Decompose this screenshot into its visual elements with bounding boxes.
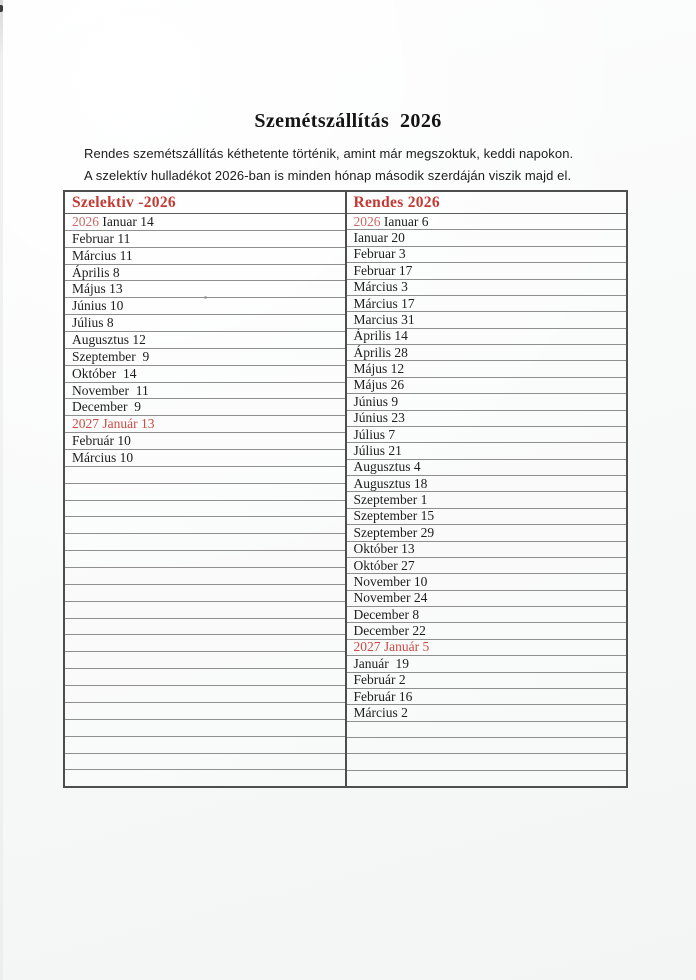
intro-line-2: A szelektív hulladékot 2026-ban is minden hónap második szerdáján viszik majd el. xyxy=(84,168,572,183)
date-text: Ianuar 14 xyxy=(102,214,154,229)
date-text: Szeptember 1 xyxy=(353,492,428,508)
table-row xyxy=(347,673,627,689)
table-row-empty xyxy=(65,754,345,771)
table-row-empty xyxy=(65,602,345,619)
date-text: December 8 xyxy=(353,607,420,622)
table-row-empty xyxy=(65,501,345,518)
date-text: Április 14 xyxy=(353,328,408,344)
date-text: Június 23 xyxy=(353,410,405,426)
date-text: Március 10 xyxy=(72,450,134,465)
date-text: Februar 11 xyxy=(72,230,131,246)
table-row xyxy=(347,689,627,705)
date-text: Február 10 xyxy=(72,433,131,449)
table-row-empty xyxy=(65,669,345,686)
intro-line-1: Rendes szemétszállítás kéthetente történik, amint már megszoktuk, keddi napokon. xyxy=(84,146,574,161)
table-row-empty xyxy=(347,722,627,738)
table-row-empty xyxy=(65,585,345,602)
table-row-empty xyxy=(65,517,345,534)
table-row xyxy=(347,361,627,377)
date-text: Februar 17 xyxy=(353,263,413,278)
scan-artifact-corner xyxy=(0,5,3,12)
document-title: Szemétszállítás 2026 xyxy=(254,110,442,132)
table-row xyxy=(347,247,627,263)
table-row xyxy=(347,312,627,328)
table-row-empty xyxy=(65,703,345,720)
date-text: Október 14 xyxy=(72,365,137,381)
date-text: Október 13 xyxy=(353,541,415,557)
table-row-empty xyxy=(65,686,345,703)
table-row xyxy=(65,332,345,349)
date-text: Szeptember 29 xyxy=(353,525,435,540)
table-row xyxy=(347,591,627,607)
table-row xyxy=(347,329,627,345)
column-body-szelektiv xyxy=(65,214,345,786)
date-text: Március 2 xyxy=(353,705,408,720)
table-row xyxy=(65,265,345,282)
table-row xyxy=(65,416,345,433)
table-row xyxy=(347,607,627,623)
table-row xyxy=(347,640,627,656)
table-row xyxy=(347,623,627,639)
table-row xyxy=(65,450,345,467)
column-header-rendes: Rendes 2026 xyxy=(347,192,627,214)
date-text: Május 13 xyxy=(72,281,123,297)
table-row-empty xyxy=(65,720,345,737)
table-row xyxy=(65,248,345,265)
date-text: Szeptember 9 xyxy=(72,348,150,364)
table-row-empty xyxy=(65,737,345,754)
table-row-empty xyxy=(65,467,345,484)
date-text: Május 26 xyxy=(353,377,405,393)
date-text: Marcius 31 xyxy=(353,312,415,327)
table-row xyxy=(347,525,627,541)
date-text: Július 8 xyxy=(72,315,114,331)
date-text: Május 12 xyxy=(353,361,405,377)
date-text: Június 10 xyxy=(72,298,124,314)
table-row xyxy=(347,492,627,508)
table-row-empty xyxy=(65,484,345,501)
date-text: Ianuar 6 xyxy=(383,214,429,229)
date-text: Március 17 xyxy=(353,295,415,311)
date-text: Január 19 xyxy=(353,656,409,671)
table-row xyxy=(65,433,345,450)
table-row-empty xyxy=(65,551,345,568)
column-rendes xyxy=(345,192,627,786)
date-text: Július 21 xyxy=(353,443,402,458)
table-row xyxy=(347,345,627,361)
schedule-table xyxy=(63,190,628,788)
table-row xyxy=(347,427,627,443)
date-text: Április 8 xyxy=(72,264,120,280)
table-row xyxy=(347,542,627,558)
table-row xyxy=(347,574,627,590)
table-row-empty xyxy=(347,754,627,770)
date-text: Februar 3 xyxy=(353,246,406,262)
date-text: Ianuar 20 xyxy=(353,230,405,246)
date-text: Augusztus 12 xyxy=(72,332,146,347)
table-row-empty xyxy=(347,771,627,786)
column-szelektiv xyxy=(65,192,345,786)
table-row-empty xyxy=(65,652,345,669)
year-prefix: 2026 xyxy=(72,214,103,229)
column-body-rendes xyxy=(347,214,627,786)
date-text: Július 7 xyxy=(353,426,396,442)
date-text: Augusztus 4 xyxy=(353,459,421,475)
table-row xyxy=(347,443,627,459)
table-row xyxy=(65,349,345,366)
table-row xyxy=(347,509,627,525)
year-prefix: 2026 xyxy=(353,214,384,229)
date-text: Augusztus 18 xyxy=(353,476,428,491)
date-text: Február 2 xyxy=(353,672,406,688)
table-row xyxy=(347,656,627,672)
table-row xyxy=(65,366,345,383)
table-row xyxy=(347,296,627,312)
table-row xyxy=(347,230,627,246)
table-row-empty xyxy=(65,568,345,585)
date-text-red: 2027 Január 13 xyxy=(72,416,155,432)
table-row xyxy=(65,315,345,332)
table-row xyxy=(347,705,627,721)
table-row-empty xyxy=(65,635,345,652)
table-row-empty xyxy=(65,534,345,551)
table-row xyxy=(65,383,345,400)
date-text: November 11 xyxy=(72,382,149,398)
table-row-empty xyxy=(347,738,627,754)
table-row xyxy=(347,263,627,279)
date-text: November 24 xyxy=(353,590,428,606)
table-row xyxy=(65,214,345,231)
table-row xyxy=(347,394,627,410)
table-row-empty xyxy=(65,770,345,786)
date-text: Március 11 xyxy=(72,247,133,263)
table-row xyxy=(347,411,627,427)
date-text: Október 27 xyxy=(353,557,415,573)
column-header-szelektiv: Szelektiv -2026 xyxy=(65,192,345,214)
table-row-empty xyxy=(65,619,345,636)
date-text: Február 16 xyxy=(353,688,413,704)
table-row xyxy=(65,281,345,298)
table-row xyxy=(347,280,627,296)
date-text: November 10 xyxy=(353,574,428,589)
table-row xyxy=(347,214,627,230)
date-text-red: 2027 Január 5 xyxy=(353,639,430,655)
table-row xyxy=(65,298,345,315)
date-text: December 9 xyxy=(72,399,141,415)
date-text: December 22 xyxy=(353,623,426,639)
date-text: Szeptember 15 xyxy=(353,508,435,524)
date-text: Június 9 xyxy=(353,394,399,409)
table-row xyxy=(347,558,627,574)
table-row xyxy=(347,460,627,476)
table-row xyxy=(347,378,627,394)
date-text: Március 3 xyxy=(353,279,408,295)
table-row xyxy=(65,399,345,416)
table-row xyxy=(347,476,627,492)
table-row xyxy=(65,231,345,248)
date-text: Április 28 xyxy=(353,345,408,360)
